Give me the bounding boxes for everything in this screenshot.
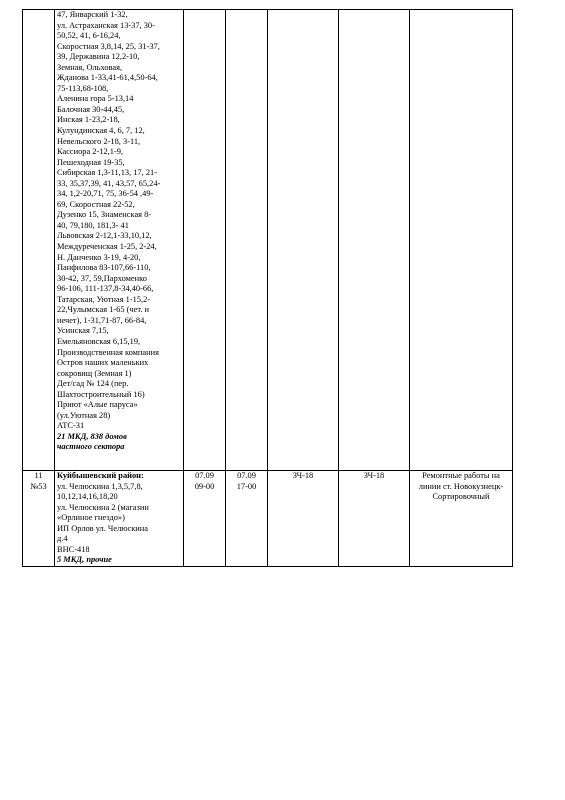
address-line: Пешеходная 19-35, <box>57 157 125 167</box>
reason-line: Сортировочный <box>432 492 490 502</box>
address-line: Производственная компания <box>57 347 159 357</box>
reason-line: Ремонтные работы на <box>422 471 500 480</box>
address-line: ул. Челюскина 1,3,5,7,8, <box>57 481 143 491</box>
address-line: Скоростная 3,8,14, 25, 31-37, <box>57 41 160 51</box>
summary-line: 21 МКД, 838 домов <box>57 431 127 441</box>
end-date: 07.09 <box>237 471 256 480</box>
end-cell <box>226 10 268 471</box>
summary-line: частного сектора <box>57 442 125 452</box>
address-line: Инская 1-23,2-18, <box>57 115 120 125</box>
address-line: 33, 35,37,39, 41, 43,57, 65,24- <box>57 178 161 188</box>
address-line: Приют «Алые паруса» <box>57 400 138 410</box>
start-cell <box>184 471 226 567</box>
reason-line: линии ст. Новокузнецк- <box>418 481 504 491</box>
address-line: нечет), 1-31,71-87, 66-84, <box>57 315 147 325</box>
address-line: 34, 1,2-20,71, 75, 36-54 ,49- <box>57 189 154 199</box>
substation-value: ЗЧ-18 <box>292 471 314 480</box>
order-number: №53 <box>30 481 47 491</box>
address-line: ВНС-418 <box>57 544 90 554</box>
reason-lines <box>412 471 510 503</box>
address-lines <box>57 10 181 432</box>
address-line: Жданова 1-33,41-61,4,50-64, <box>57 73 158 83</box>
start-time: 09-00 <box>194 481 215 491</box>
district-name: Куйбышевский район: <box>57 471 144 480</box>
start-cell <box>184 10 226 471</box>
address-line: Сибирская 1,3-11,13, 17, 21- <box>57 168 158 178</box>
reason-cell <box>410 471 513 567</box>
substation-cell <box>268 10 339 471</box>
address-line: Дет/сад № 124 (пер. <box>57 379 129 389</box>
address-line: 30-42, 37, 59,Пархоменко <box>57 273 147 283</box>
reason-cell <box>410 10 513 471</box>
address-line: Панфилова 83-107,66-110, <box>57 263 151 273</box>
summary-lines <box>57 432 181 453</box>
address-cell <box>55 10 184 471</box>
address-line: Львовская 2-12,1-33,10,12, <box>57 231 152 241</box>
address-line: Шахтостроительный 16) <box>57 389 145 399</box>
address-line: 47, Январский 1-32, <box>57 10 128 19</box>
address-line: ИП Орлов ул. Челюскина <box>57 523 148 533</box>
address-line: «Орлиное гнездо») <box>57 513 125 523</box>
summary-line: 5 МКД, прочие <box>57 555 112 565</box>
address-line: Аленина гора 5-13,14 <box>57 94 134 104</box>
summary-lines <box>57 555 181 566</box>
address-line: (ул.Уютная 28) <box>57 410 111 420</box>
row-number-cell <box>23 471 55 567</box>
address-line: Дузенко 15, Знаменская 8- <box>57 210 152 220</box>
address-cell <box>55 471 184 567</box>
address-line: д.4 <box>57 534 68 544</box>
address-line: 50,52, 41, 6-16,24, <box>57 31 121 41</box>
end-time: 17-00 <box>236 481 257 491</box>
address-line: Остров наших маленьких <box>57 358 149 368</box>
address-line: Балочная 30-44,45, <box>57 104 125 114</box>
end-cell <box>226 471 268 567</box>
address-line: 69, Скоростная 22-52, <box>57 199 135 209</box>
feeder-cell <box>339 471 410 567</box>
address-line: Усинская 7,15, <box>57 326 109 336</box>
address-line: Кассиора 2-12,1-9, <box>57 147 123 157</box>
address-lines <box>57 482 181 556</box>
address-line: 96-106, 111-137,8-34,40-66, <box>57 284 154 294</box>
address-line: 10,12,14,16,18,20 <box>57 492 118 502</box>
row-number: 11 <box>34 471 43 480</box>
address-line: АТС-31 <box>57 421 85 431</box>
feeder-cell <box>339 10 410 471</box>
address-line: Татарская, Уютная 1-15,2- <box>57 294 151 304</box>
start-date: 07.09 <box>195 471 214 480</box>
feeder-value: ЗЧ-18 <box>363 471 385 480</box>
address-line: Междуреченская 1-25, 2-24, <box>57 242 157 252</box>
table-row <box>23 471 513 567</box>
address-line: Земная, Ольховая, <box>57 62 123 72</box>
address-line: 75-113,68-108, <box>57 83 109 93</box>
outage-table <box>22 9 513 567</box>
address-line: ул. Астраханская 13-37, 30- <box>57 20 155 30</box>
address-line: Емельяновская 6,15,19, <box>57 336 141 346</box>
address-line: 39, Державина 12,2-10, <box>57 52 140 62</box>
table-row <box>23 10 513 471</box>
row-number-cell <box>23 10 55 471</box>
address-line: Кулундинская 4, 6, 7, 12, <box>57 126 145 136</box>
address-line: Невельского 2-18, 3-11, <box>57 136 141 146</box>
address-line: 22,Чулымская 1-65 (чет. и <box>57 305 150 315</box>
address-line: сокровищ (Земная 1) <box>57 368 132 378</box>
address-line: Н. Данченко 3-19, 4-20, <box>57 252 141 262</box>
address-line: ул. Челюскина 2 (магазин <box>57 502 149 512</box>
address-line: 40, 79,180, 181,3- 41 <box>57 220 129 230</box>
substation-cell <box>268 471 339 567</box>
